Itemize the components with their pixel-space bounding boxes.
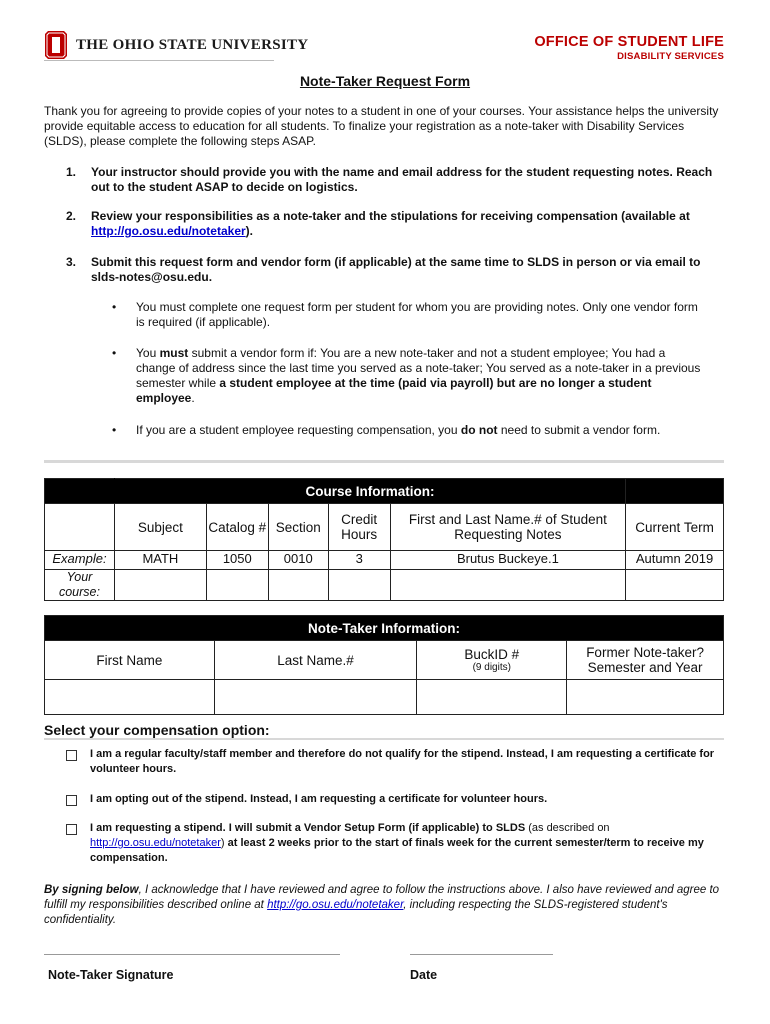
- compensation-title: Select your compensation option:: [44, 722, 270, 738]
- page-header: [0, 0, 770, 70]
- intro-paragraph: Thank you for agreeing to provide copies of your notes to a student in one of your courses. Your assistance helps the university provide equitable access to education for all students. To finalize your registration as a note-taker with Disability Services (SLDS), please complete the following steps ASAP.: [44, 104, 719, 148]
- office-branding: [534, 34, 724, 62]
- bullet-item: • If you are a student employee requesting compensation, you do not need to submit a vendor form.: [112, 423, 661, 437]
- your-course-label: Your course:: [45, 570, 115, 601]
- office-name: OFFICE OF STUDENT LIFE: [534, 34, 724, 50]
- department-name: DISABILITY SERVICES: [617, 51, 724, 62]
- col-header-subject: Subject: [114, 504, 206, 551]
- compensation-option-volunteer-staff: I am a regular faculty/staff member and therefore do not qualify for the stipend. Instead, I am requesting a certificate for volunteer hours.: [66, 747, 726, 777]
- notetaker-link[interactable]: http://go.osu.edu/notetaker: [267, 899, 404, 911]
- bullet-icon: •: [112, 423, 117, 437]
- signature-line[interactable]: [44, 946, 340, 955]
- col-header-student-name: First and Last Name.# of Student Requesting Notes: [390, 504, 625, 551]
- input-section[interactable]: [268, 570, 328, 601]
- bullet-icon: •: [112, 346, 117, 360]
- input-term[interactable]: [626, 570, 724, 601]
- acknowledgement-text: By signing below, I acknowledge that I have reviewed and agree to follow the instructions above. I also have reviewed and agree to fulfill my responsibilities described online at http://go.osu.edu/notetaker, including respecting the SLDS-registered student's confidentiality.: [44, 884, 720, 926]
- input-buckid[interactable]: [417, 680, 567, 715]
- input-student-name[interactable]: [390, 570, 625, 601]
- example-label: Example:: [45, 551, 115, 570]
- example-student-name: Brutus Buckeye.1: [390, 551, 625, 570]
- header-rule: [44, 60, 274, 61]
- col-header-section: Section: [268, 504, 328, 551]
- input-credit-hours[interactable]: [328, 570, 390, 601]
- example-subject: MATH: [114, 551, 206, 570]
- checkbox-option-1[interactable]: [66, 750, 77, 761]
- bullet-item: • You must submit a vendor form if: You are a new note-taker and not a student employee; You had a change of address since the last time you served as a note-taker; You served as a note-taker in a previous semester while a student employee at the time (paid via payroll) but are no longer a student employee.: [112, 346, 701, 405]
- notetaker-table-title: Note-Taker Information:: [45, 616, 724, 641]
- bullet-item: • You must complete one request form per student for whom you are providing notes. Only one vendor form is required (if applicable).: [112, 300, 698, 329]
- example-credit-hours: 3: [328, 551, 390, 570]
- example-term: Autumn 2019: [626, 551, 724, 570]
- bullet-icon: •: [112, 300, 117, 314]
- page-title: Note-Taker Request Form: [299, 73, 471, 89]
- checkbox-option-3[interactable]: [66, 824, 77, 835]
- signature-label: Note-Taker Signature: [48, 968, 174, 982]
- input-former-notetaker[interactable]: [567, 680, 724, 715]
- university-name: THE OHIO STATE UNIVERSITY: [76, 36, 309, 53]
- col-header-term: Current Term: [626, 504, 724, 551]
- checkbox-option-2[interactable]: [66, 795, 77, 806]
- col-header-buckid: BuckID # (9 digits): [417, 641, 567, 680]
- input-catalog[interactable]: [206, 570, 268, 601]
- date-line[interactable]: [410, 946, 553, 955]
- buckid-hint: (9 digits): [472, 662, 511, 673]
- col-header-first-name: First Name: [45, 641, 215, 680]
- step-item: 2. Review your responsibilities as a note-taker and the stipulations for receiving compensation (available at http://go.osu.edu/notetaker).: [66, 209, 690, 238]
- date-label: Date: [410, 968, 438, 982]
- compensation-option-stipend: I am requesting a stipend. I will submit a Vendor Setup Form (if applicable) to SLDS (as described on http://go.osu.edu/notetaker) at least 2 weeks prior to the start of finals week for the current semester/term to receive my compensation.: [66, 821, 726, 866]
- col-header-former-notetaker: Former Note-taker? Semester and Year: [567, 641, 724, 680]
- notetaker-link[interactable]: http://go.osu.edu/notetaker: [90, 837, 221, 849]
- example-catalog: 1050: [206, 551, 268, 570]
- step-item: 3. Submit this request form and vendor form (if applicable) at the same time to SLDS in person or via email to slds-notes@osu.edu.: [66, 255, 701, 284]
- col-header-catalog: Catalog #: [206, 504, 268, 551]
- block-o-logo-icon: [44, 30, 68, 60]
- notetaker-link[interactable]: http://go.osu.edu/notetaker: [91, 224, 246, 238]
- col-header-last-name: Last Name.#: [214, 641, 417, 680]
- input-subject[interactable]: [114, 570, 206, 601]
- compensation-rule: [44, 738, 724, 740]
- input-first-name[interactable]: [45, 680, 215, 715]
- section-divider: [44, 460, 724, 463]
- example-section: 0010: [268, 551, 328, 570]
- notetaker-info-table: [44, 615, 724, 715]
- course-info-table: [44, 478, 724, 601]
- step-item: 1. Your instructor should provide you with the name and email address for the student requesting notes. Reach out to the student ASAP to decide on logistics.: [66, 165, 713, 194]
- osu-logo: [44, 30, 308, 60]
- input-last-name[interactable]: [214, 680, 417, 715]
- course-table-title: Course Information:: [114, 479, 625, 504]
- col-header-credit-hours: Credit Hours: [328, 504, 390, 551]
- compensation-option-opt-out: I am opting out of the stipend. Instead, I am requesting a certificate for volunteer hours.: [66, 792, 726, 807]
